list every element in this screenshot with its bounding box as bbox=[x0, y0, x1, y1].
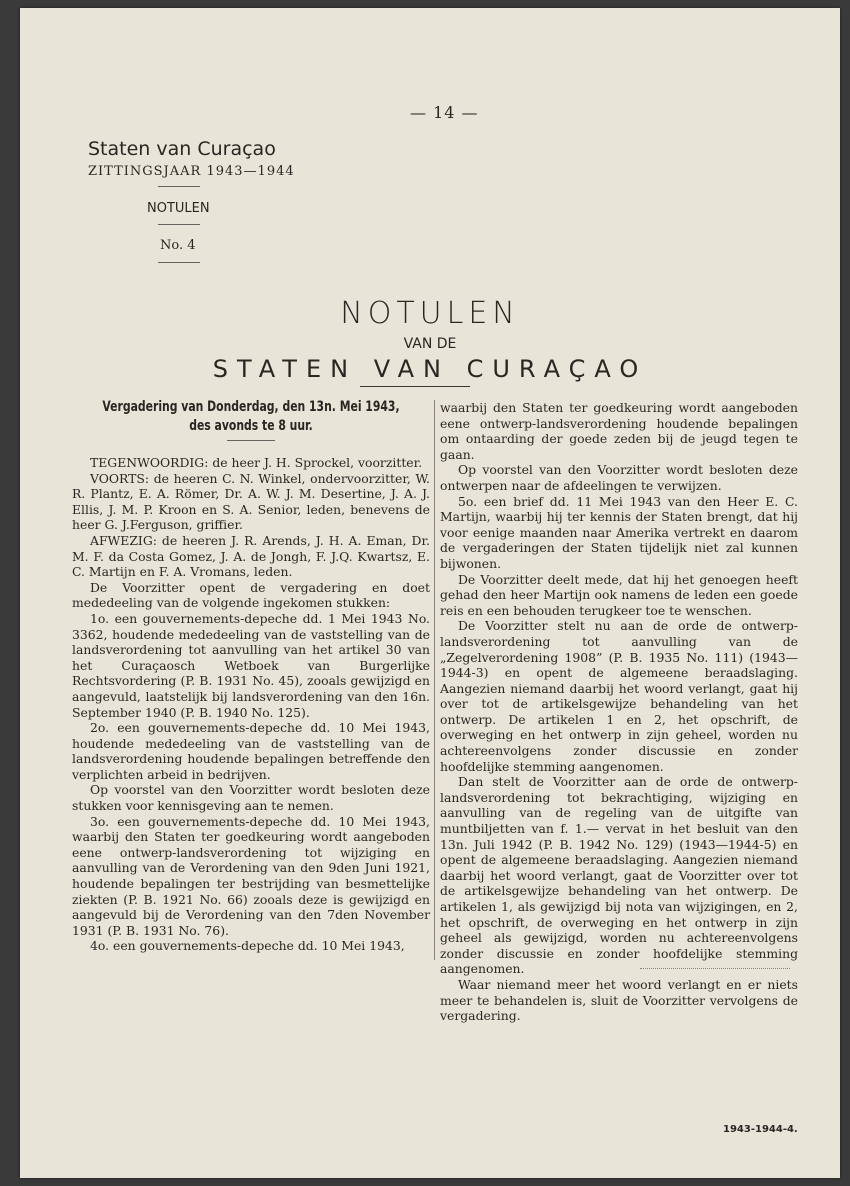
coin-ordinance: Dan stelt de Voorzitter aan de orde de ontwerp-landsverordening tot bekrachtiging, wijziging en aanvulling van de regeling van de uitgifte van muntbiljetten van f. 1.— vervat in het besluit van den 13n. Juli 1942 (P. B. 1942 No. 129) (1943—1944-5) en opent de algemeene beraadslaging. Aangezien niemand daarbij het woord verlangt, gaat de Voorzitter over tot de artikelsgewijze behandeling van het ontwerp. De artikelen 1, als gewijzigd bij nota van wijzigingen, en 2, het opschrift, de overweging en het ontwerp in zijn geheel als gewijzigd, worden nu achtereenvolgens zonder discussie en zonder hoofdelijke stemming aangenomen. bbox=[440, 774, 798, 977]
document-code: 1943-1944-4. bbox=[723, 1124, 798, 1135]
header-rule bbox=[158, 262, 200, 263]
attendance-absent: AFWEZIG: de heeren J. R. Arends, J. H. A. Eman, Dr. M. F. da Costa Gomez, J. A. de Jongh, F. J.Q. Kwartsz, E. C. Martijn en F. A. Vromans, leden. bbox=[72, 532, 430, 580]
proposal-1: Op voorstel van den Voorzitter wordt besloten deze stukken voor kennisgeving aan te nemen. bbox=[72, 782, 430, 814]
item-2: 2o. een gouvernements-depeche dd. 10 Mei 1943, houdende mededeeling van de vaststelling van de landsverordening houdende bepalingen betreffende den verplichten arbeid in bedrijven. bbox=[72, 720, 430, 782]
column-divider bbox=[434, 400, 435, 960]
meeting-line: Vergadering van Donderdag, den 13n. Mei 1943, des avonds te 8 uur. bbox=[102, 399, 400, 434]
header-rule bbox=[158, 224, 200, 225]
issue-number: No. 4 bbox=[160, 238, 196, 253]
right-column bbox=[440, 400, 798, 1024]
publication-title: Staten van Curaçao bbox=[88, 138, 276, 160]
session-year: ZITTINGSJAAR 1943—1944 bbox=[88, 164, 295, 179]
heading-underline bbox=[360, 386, 470, 387]
header-label: NOTULEN bbox=[147, 201, 210, 216]
page-number: — 14 — bbox=[410, 103, 479, 122]
item-3: 3o. een gouvernements-depeche dd. 10 Mei 1943, waarbij den Staten ter goedkeuring wordt aangeboden eene ontwerp-landsverordening tot wijziging en aanvulling van de Verordening van den 9den Juni 1921, houdende bepalingen ter bestrijding van besmettelijke ziekten (P. B. 1921 No. 66) zooals deze is gewijzigd en aangevuld bij de Verordening van den 7den November 1931 (P. B. 1931 No. 76). bbox=[72, 813, 430, 938]
opening-paragraph: De Voorzitter opent de vergadering en doet mededeeling van de volgende ingekomen stukken: bbox=[72, 579, 430, 611]
sub-heading: VAN DE bbox=[403, 336, 457, 352]
stamp-ordinance: De Voorzitter stelt nu aan de orde de ontwerp-landsverordening tot aanvulling van de „Zegelverordening 1908” (P. B. 1935 No. 111) (1943—1944-3) en opent de algemeene beraadslaging. Aangezien niemand daarbij het woord verlangt, gaat hij over tot de artikelsgewijze behandeling van het ontwerp. De artikelen 1 en 2, het opschrift, de overweging en het ontwerp in zijn geheel, worden nu achtereenvolgens zonder discussie en zonder hoofdelijke stemming aangenomen. bbox=[440, 618, 798, 774]
item-1: 1o. een gouvernements-depeche dd. 1 Mei 1943 No. 3362, houdende mededeeling van de vaststelling van de landsverordening tot aanvulling van het artikel 30 van het Curaçaosch Wetboek van Burgerlijke Rechtsvordering (P. B. 1931 No. 45), zooals gewijzigd en aangevuld, laatstelijk bij landsverordening van den 16n. September 1940 (P. B. 1940 No. 125). bbox=[72, 610, 430, 720]
main-heading-curacao: STATEN VAN CURAÇAO bbox=[212, 355, 648, 383]
end-rule bbox=[640, 968, 790, 969]
item-5: 5o. een brief dd. 11 Mei 1943 van den Heer E. C. Martijn, waarbij hij ter kennis der Staten brengt, dat hij voor eenige maanden naar Amerika vertrekt en daarom de vergaderingen der Staten tijdelijk niet zal kunnen bijwonen. bbox=[440, 493, 798, 571]
main-heading: NOTULEN bbox=[340, 296, 520, 331]
left-column bbox=[72, 398, 430, 954]
attendance-also: VOORTS: de heeren C. N. Winkel, ondervoorzitter, W. R. Plantz, E. A. Römer, Dr. A. W. J. M. Desertine, J. A. J. Ellis, J. M. P. Kroon en S. A. Senior, leden, benevens de heer G. J.Ferguson, griffier. bbox=[72, 470, 430, 533]
item-4: 4o. een gouvernements-depeche dd. 10 Mei 1943, bbox=[90, 938, 405, 954]
chair-announcement: De Voorzitter deelt mede, dat hij het genoegen heeft gehad den heer Martijn ook namens de leden een goede reis en een behouden terugkeer toe te wenschen. bbox=[440, 571, 798, 618]
document-page bbox=[20, 8, 840, 1178]
item-4-continuation: waarbij den Staten ter goedkeuring wordt aangeboden eene ontwerp-landsverordening houdende bepalingen om ontaarding der goede zeden bij de jeugd tegen te gaan. bbox=[440, 400, 798, 462]
closing-paragraph: Waar niemand meer het woord verlangt en er niets meer te behandelen is, sluit de Voorzitter vervolgens de vergadering. bbox=[440, 976, 798, 1024]
header-rule bbox=[158, 186, 200, 187]
attendance-present: TEGENWOORDIG: de heer J. H. Sprockel, voorzitter. bbox=[90, 455, 423, 470]
proposal-2: Op voorstel van den Voorzitter wordt besloten deze ontwerpen naar de afdeelingen te verwijzen. bbox=[440, 462, 798, 493]
meeting-rule bbox=[227, 440, 275, 441]
